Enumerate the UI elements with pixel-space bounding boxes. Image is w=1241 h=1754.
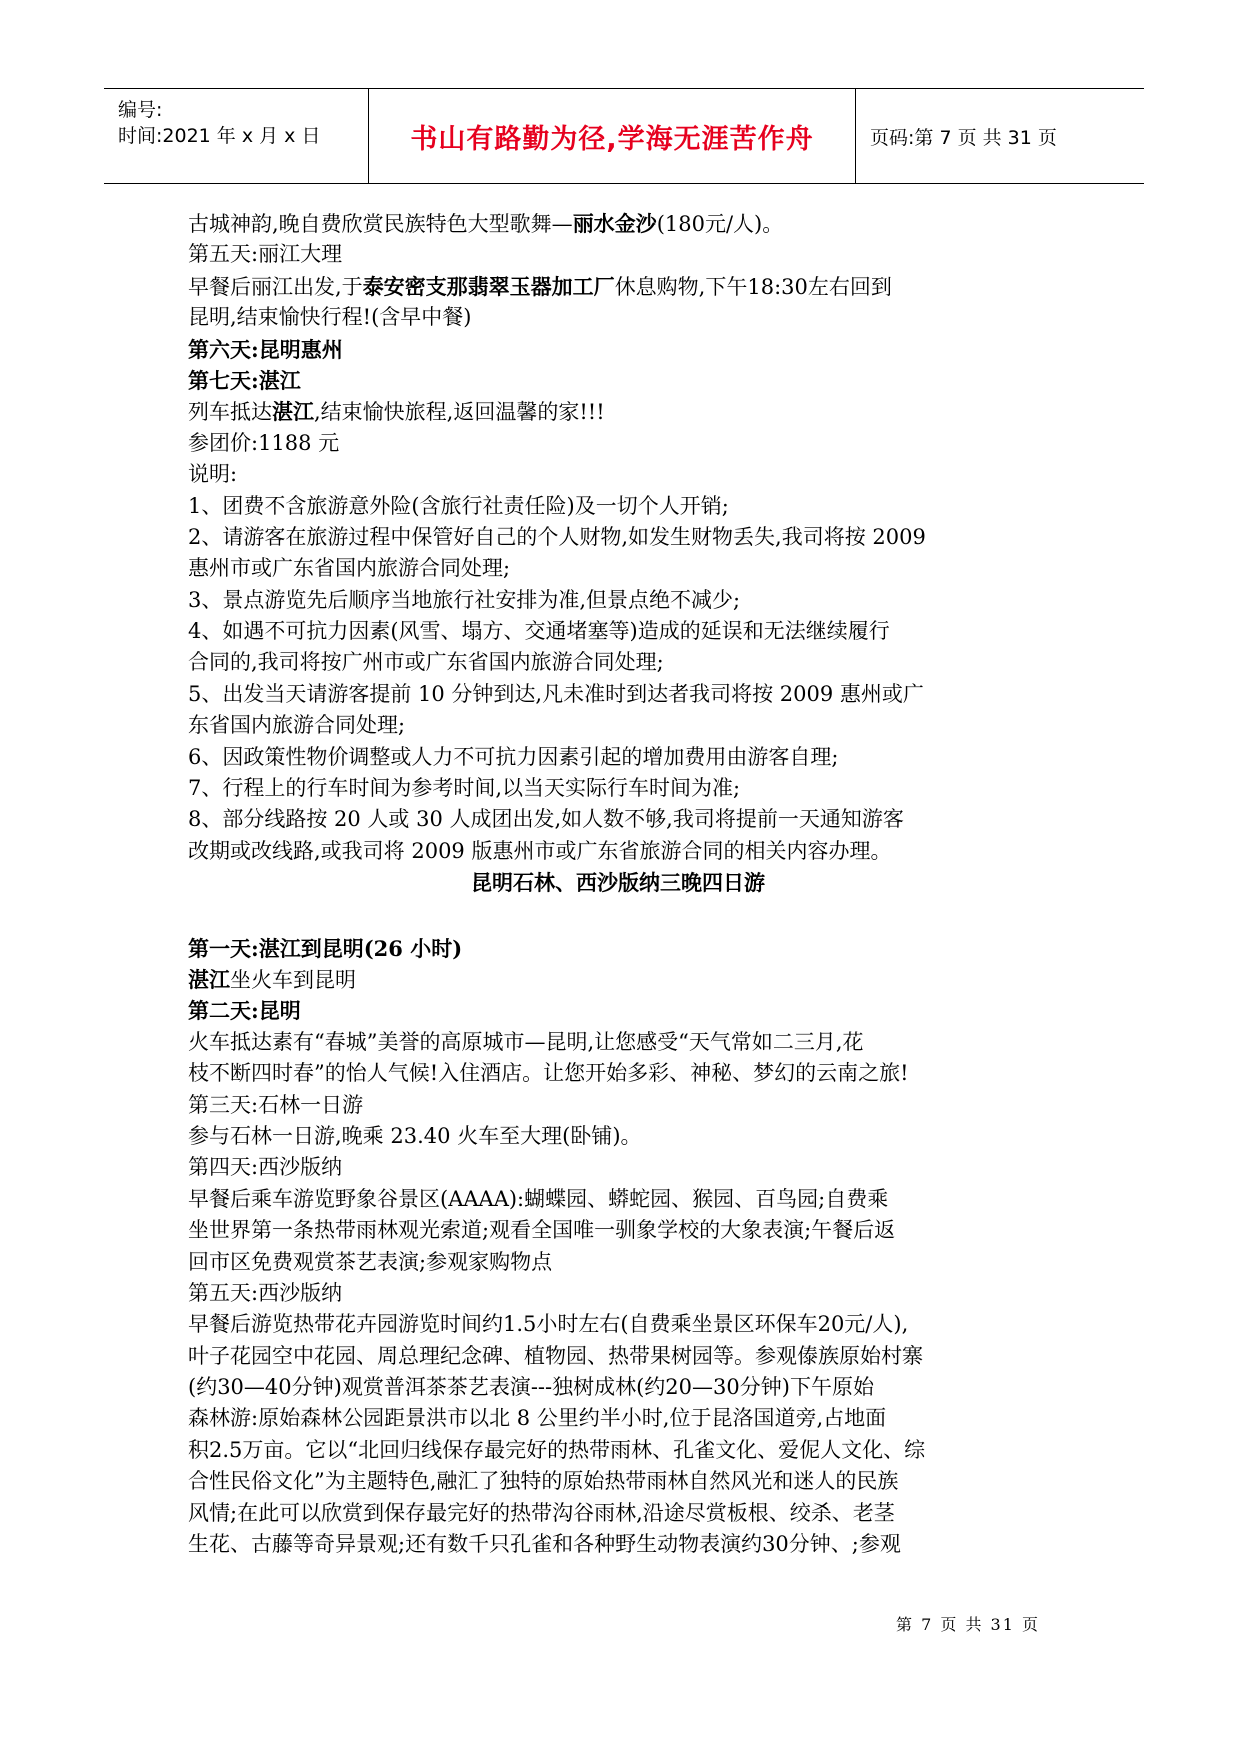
day-heading: 第四天:西沙版纳 <box>188 1155 343 1180</box>
text-line: 早餐后乘车游览野象谷景区(AAAA):蝴蝶园、蟒蛇园、猴园、百鸟园;自费乘 <box>188 1186 889 1211</box>
day-heading: 第五天:丽江大理 <box>188 242 343 267</box>
text-line: 森林游:原始森林公园距景洪市以北 8 公里约半小时,位于昆洛国道旁,占地面 <box>188 1406 887 1431</box>
note-item: 2、请游客在旅游过程中保管好自己的个人财物,如发生财物丢失,我司将按 2009 <box>188 524 926 549</box>
note-item: 8、部分线路按 20 人或 30 人成团出发,如人数不够,我司将提前一天通知游客 <box>188 807 904 832</box>
document-body <box>188 208 1068 1560</box>
text-line: 列车抵达湛江,结束愉快旅程,返回温馨的家!!! <box>188 399 605 425</box>
text-line: 昆明,结束愉快行程!(含早中餐) <box>188 305 472 330</box>
spacer <box>188 899 1068 933</box>
header-page-number: 页码:第 7 页 共 31 页 <box>870 126 1057 149</box>
place-name: 湛江 <box>272 399 314 425</box>
text-line: 湛江坐火车到昆明 <box>188 966 356 992</box>
note-item: 改期或改线路,或我司将 2009 版惠州市或广东省旅游合同的相关内容办理。 <box>188 838 892 863</box>
section-title: 昆明石林、西沙版纳三晚四日游 <box>471 870 765 896</box>
note-item: 7、行程上的行车时间为参考时间,以当天实际行车时间为准; <box>188 776 741 801</box>
place-name: 湛江 <box>188 966 230 992</box>
note-item: 东省国内旅游合同处理; <box>188 713 406 738</box>
day-heading: 第六天:昆明惠州 <box>188 336 343 362</box>
page-header <box>104 88 1144 184</box>
header-page-cell <box>856 89 1144 183</box>
note-item: 惠州市或广东省国内旅游合同处理; <box>188 556 511 581</box>
text-line: 古城神韵,晚自费欣赏民族特色大型歌舞—丽水金沙(180元/人)。 <box>188 211 784 236</box>
text-line: 坐世界第一条热带雨林观光索道;观看全国唯一驯象学校的大象表演;午餐后返 <box>188 1218 896 1243</box>
day-heading: 第二天:昆明 <box>188 998 301 1024</box>
day-heading: 第三天:石林一日游 <box>188 1092 364 1117</box>
text-line: 风情;在此可以欣赏到保存最完好的热带沟谷雨林,沿途尽赏板根、绞杀、老茎 <box>188 1500 895 1525</box>
text-line: 叶子花园空中花园、周总理纪念碑、植物园、热带果树园等。参观傣族原始村寨 <box>188 1343 923 1368</box>
note-item: 6、因政策性物价调整或人力不可抗力因素引起的增加费用由游客自理; <box>188 744 839 769</box>
header-motto-cell <box>368 89 856 183</box>
motto: 书山有路勤为径,学海无涯苦作舟 <box>410 123 814 155</box>
note-item: 合同的,我司将按广州市或广东省国内旅游合同处理; <box>188 650 664 675</box>
note-item: 4、如遇不可抗力因素(风雪、塌方、交通堵塞等)造成的延误和无法继续履行 <box>188 619 890 644</box>
text-line: 枝不断四时春”的怡人气候!入住酒店。让您开始多彩、神秘、梦幻的云南之旅! <box>188 1061 909 1086</box>
text-line: 积2.5万亩。它以“北回归线保存最完好的热带雨林、孔雀文化、爱伲人文化、综 <box>188 1437 926 1462</box>
day-heading: 第一天:湛江到昆明(26 小时) <box>188 935 463 961</box>
document-time: 时间:2021 年 x 月 x 日 <box>118 125 321 147</box>
text-line: 合性民俗文化”为主题特色,融汇了独特的原始热带雨林自然风光和迷人的民族 <box>188 1469 899 1494</box>
text-line: 参与石林一日游,晚乘 23.40 火车至大理(卧铺)。 <box>188 1123 642 1148</box>
text-line: 回市区免费观赏茶艺表演;参观家购物点 <box>188 1249 553 1274</box>
text-line: 早餐后游览热带花卉园游览时间约1.5小时左右(自费乘坐景区环保车20元/人), <box>188 1312 909 1337</box>
show-name: 丽水金沙 <box>572 211 657 236</box>
note-item: 3、景点游览先后顺序当地旅行社安排为准,但景点绝不减少; <box>188 587 741 612</box>
day-heading: 第五天:西沙版纳 <box>188 1280 343 1305</box>
header-info-cell <box>104 89 368 183</box>
day-heading: 第七天:湛江 <box>188 367 301 393</box>
notes-heading: 说明: <box>188 462 238 487</box>
note-item: 1、团费不含旅游意外险(含旅行社责任险)及一切个人开销; <box>188 493 729 518</box>
shop-name: 泰安密支那翡翠玉器加工厂 <box>362 273 615 299</box>
price-line: 参团价:1188 元 <box>188 430 340 455</box>
text-line: 早餐后丽江出发,于泰安密支那翡翠玉器加工厂休息购物,下午18:30左右回到 <box>188 273 892 299</box>
text-line: 生花、古藤等奇异景观;还有数千只孔雀和各种野生动物表演约30分钟、;参观 <box>188 1532 901 1557</box>
page-footer: 第 7 页 共 31 页 <box>896 1615 1040 1634</box>
text-line: (约30—40分钟)观赏普洱茶茶艺表演---独树成林(约20—30分钟)下午原始 <box>188 1375 874 1400</box>
text-line: 火车抵达素有“春城”美誉的高原城市—昆明,让您感受“天气常如二三月,花 <box>188 1029 864 1054</box>
note-item: 5、出发当天请游客提前 10 分钟到达,凡未准时到达者我司将按 2009 惠州或广 <box>188 681 924 706</box>
document-number: 编号: <box>118 99 163 121</box>
